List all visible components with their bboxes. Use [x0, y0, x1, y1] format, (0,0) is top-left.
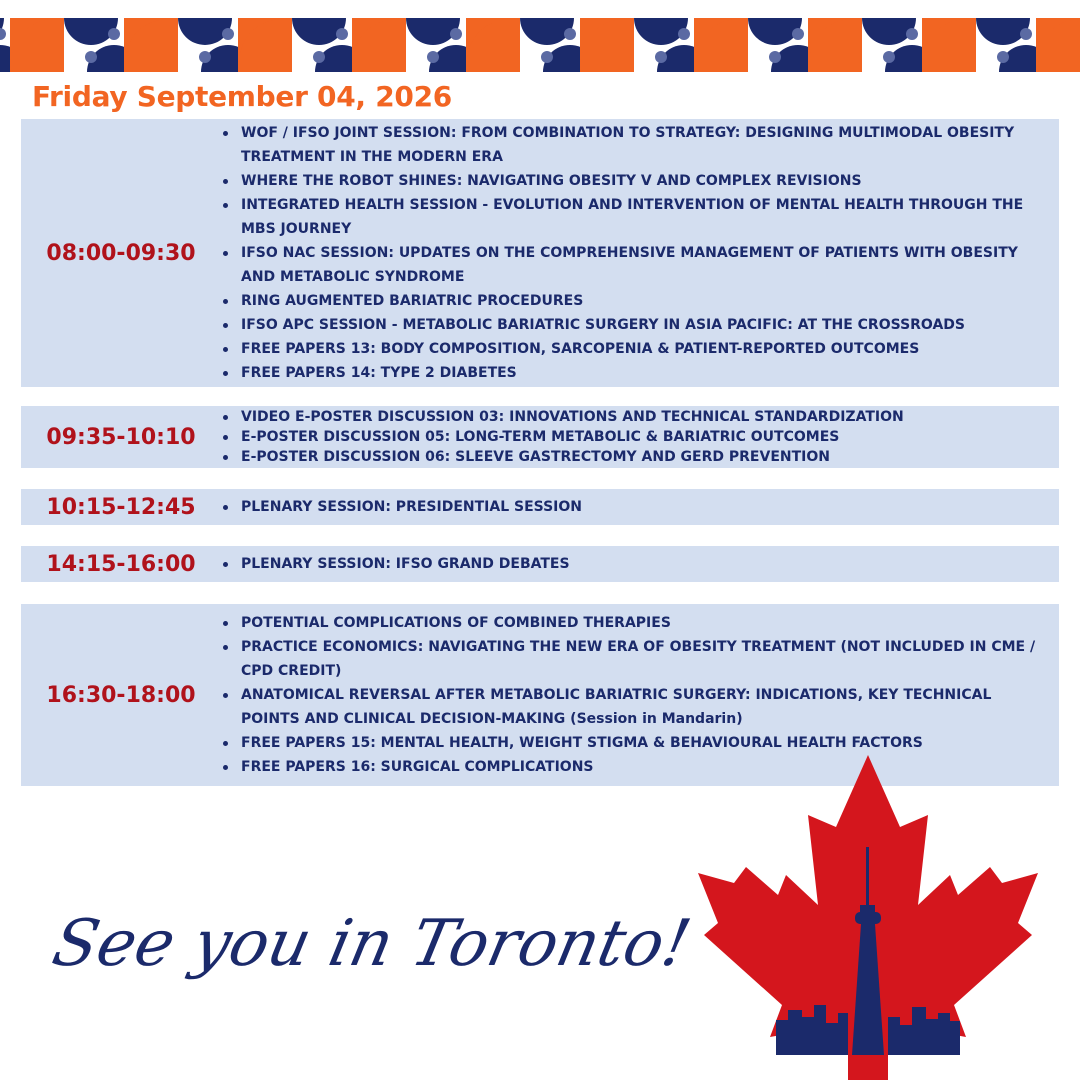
schedule-block-0935 — [21, 406, 1059, 468]
pattern-dot — [313, 51, 325, 63]
session-item: FREE PAPERS 13: BODY COMPOSITION, SARCOPENIA & PATIENT-REPORTED OUTCOMES — [221, 337, 1039, 361]
pattern-dot — [883, 51, 895, 63]
session-item: IFSO APC SESSION - METABOLIC BARIATRIC SURGERY IN ASIA PACIFIC: AT THE CROSSROADS — [221, 313, 1039, 337]
schedule-block-1015 — [21, 489, 1059, 525]
session-item: FREE PAPERS 14: TYPE 2 DIABETES — [221, 361, 1039, 385]
time-slot: 10:15-12:45 — [46, 494, 196, 520]
farewell-text: See you in Toronto! — [46, 906, 697, 981]
session-item: ANATOMICAL REVERSAL AFTER METABOLIC BARIATRIC SURGERY: INDICATIONS, KEY TECHNICAL POINTS AND CLINICAL DECISION-MAKING (Session in Mandarin) — [221, 683, 1039, 731]
pattern-dot — [678, 28, 690, 40]
farewell-script — [46, 870, 697, 1040]
session-item: WOF / IFSO JOINT SESSION: FROM COMBINATION TO STRATEGY: DESIGNING MULTIMODAL OBESITY TREATMENT IN THE MODERN ERA — [221, 121, 1039, 169]
pattern-dot — [541, 51, 553, 63]
pattern-dot — [85, 51, 97, 63]
schedule-block-0800 — [21, 119, 1059, 387]
session-item: FREE PAPERS 16: SURGICAL COMPLICATIONS — [221, 755, 1039, 779]
session-item: POTENTIAL COMPLICATIONS OF COMBINED THERAPIES — [221, 611, 1039, 635]
pattern-dot — [222, 28, 234, 40]
date-heading: Friday September 04, 2026 — [32, 80, 452, 113]
session-item: IFSO NAC SESSION: UPDATES ON THE COMPREHENSIVE MANAGEMENT OF PATIENTS WITH OBESITY AND METABOLIC SYNDROME — [221, 241, 1039, 289]
session-item: E-POSTER DISCUSSION 06: SLEEVE GASTRECTOMY AND GERD PREVENTION — [221, 447, 1039, 467]
session-list — [221, 121, 1059, 385]
session-item: WHERE THE ROBOT SHINES: NAVIGATING OBESITY V AND COMPLEX REVISIONS — [221, 169, 1039, 193]
pattern-dot — [450, 28, 462, 40]
pattern-dot — [564, 28, 576, 40]
pattern-dot — [906, 28, 918, 40]
pattern-dot — [336, 28, 348, 40]
session-item: VIDEO E-POSTER DISCUSSION 03: INNOVATIONS AND TECHNICAL STANDARDIZATION — [221, 407, 1039, 427]
schedule-block-1415 — [21, 546, 1059, 582]
time-slot: 16:30-18:00 — [46, 682, 196, 708]
session-list — [221, 495, 1059, 519]
maple-leaf-icon — [698, 755, 1038, 1080]
session-item: FREE PAPERS 15: MENTAL HEALTH, WEIGHT STIGMA & BEHAVIOURAL HEALTH FACTORS — [221, 731, 1039, 755]
session-item: INTEGRATED HEALTH SESSION - EVOLUTION AND INTERVENTION OF MENTAL HEALTH THROUGH THE MBS JOURNEY — [221, 193, 1039, 241]
time-slot: 08:00-09:30 — [46, 240, 196, 266]
leaf-stem — [856, 1055, 880, 1080]
pattern-dot — [792, 28, 804, 40]
session-item: PRACTICE ECONOMICS: NAVIGATING THE NEW ERA OF OBESITY TREATMENT (NOT INCLUDED IN CME / CPD CREDIT) — [221, 635, 1039, 683]
pattern-dot — [997, 51, 1009, 63]
pattern-dot — [108, 28, 120, 40]
session-item: PLENARY SESSION: IFSO GRAND DEBATES — [221, 552, 1039, 576]
pattern-dot — [769, 51, 781, 63]
time-slot: 09:35-10:10 — [46, 424, 196, 450]
time-slot: 14:15-16:00 — [46, 551, 196, 577]
session-item: E-POSTER DISCUSSION 05: LONG-TERM METABOLIC & BARIATRIC OUTCOMES — [221, 427, 1039, 447]
session-list — [221, 407, 1059, 467]
pattern-dot — [427, 51, 439, 63]
pattern-dot — [1020, 28, 1032, 40]
session-list — [221, 611, 1059, 779]
pattern-dot — [199, 51, 211, 63]
session-item: RING AUGMENTED BARIATRIC PROCEDURES — [221, 289, 1039, 313]
pattern-dot — [655, 51, 667, 63]
session-list — [221, 552, 1059, 576]
header-pattern — [0, 0, 1080, 80]
session-item: PLENARY SESSION: PRESIDENTIAL SESSION — [221, 495, 1039, 519]
pattern-dot — [0, 28, 6, 40]
